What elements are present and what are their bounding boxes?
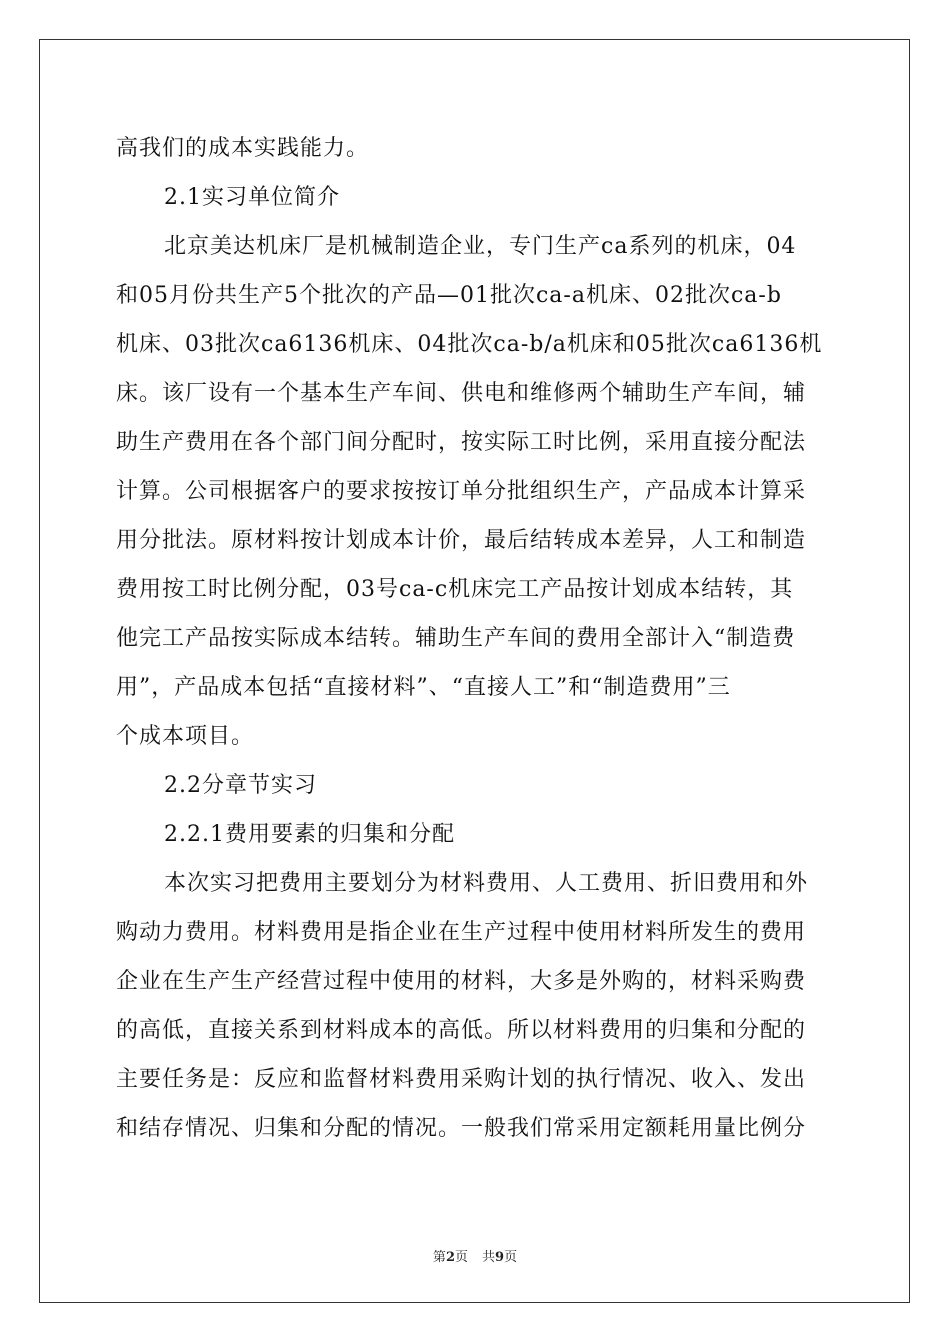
text-line: 计算。公司根据客户的要求按按订单分批组织生产，产品成本计算采 [116,479,807,504]
text-line: 的高低，直接关系到材料成本的高低。所以材料费用的归集和分配的 [116,1018,807,1043]
footer-total-number: 9 [495,1250,505,1265]
text-line: 用分批法。原材料按计划成本计价，最后结转成本差异，人工和制造 [116,528,807,553]
footer-total-prefix: 共 [482,1250,496,1265]
footer-page-number: 2 [445,1250,455,1265]
page-footer [0,1246,950,1265]
text-line: 2.2.1费用要素的归集和分配 [164,822,455,847]
text-line: 和05月份共生产5个批次的产品—01批次ca-a机床、02批次ca-b [116,283,782,308]
footer-page-prefix: 第 [432,1250,446,1265]
text-line: 企业在生产生产经营过程中使用的材料，大多是外购的，材料采购费 [116,969,807,994]
text-line: 高我们的成本实践能力。 [116,136,370,161]
text-line: 机床、03批次ca6136机床、04批次ca-b/a机床和05批次ca6136机 [116,332,823,357]
document-body [116,124,834,1153]
text-line: 助生产费用在各个部门间分配时，按实际工时比例，采用直接分配法 [116,430,807,455]
footer-page-suffix: 页 [454,1250,468,1265]
text-line: 北京美达机床厂是机械制造企业，专门生产ca系列的机床，04 [164,234,797,259]
text-line: 他完工产品按实际成本结转。辅助生产车间的费用全部计入“制造费 [116,626,796,651]
text-line: 购动力费用。材料费用是指企业在生产过程中使用材料所发生的费用 [116,920,807,945]
text-line: 个成本项目。 [116,724,255,749]
text-line: 主要任务是：反应和监督材料费用采购计划的执行情况、收入、发出 [116,1067,807,1092]
text-line: 床。该厂设有一个基本生产车间、供电和维修两个辅助生产车间，辅 [116,381,807,406]
text-line: 用”，产品成本包括“直接材料”、“直接人工”和“制造费用”三 [116,675,731,700]
text-line: 本次实习把费用主要划分为材料费用、人工费用、折旧费用和外 [164,871,809,896]
text-line: 费用按工时比例分配，03号ca-c机床完工产品按计划成本结转，其 [116,577,794,602]
text-line: 2.1实习单位简介 [164,185,340,210]
footer-total-suffix: 页 [504,1250,518,1265]
text-line: 和结存情况、归集和分配的情况。一般我们常采用定额耗用量比例分 [116,1116,807,1141]
text-line: 2.2分章节实习 [164,773,317,798]
